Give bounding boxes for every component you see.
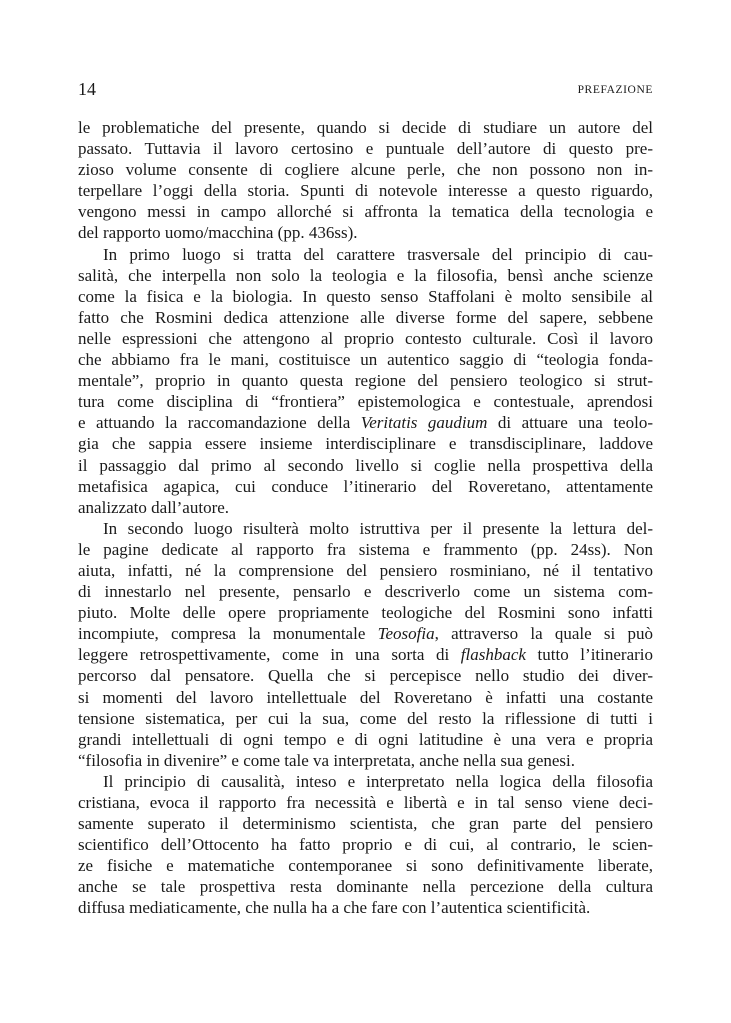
text-line: passato. Tuttavia il lavoro certosino e puntuale dell’autore di questo pre- — [78, 139, 653, 159]
text-line: vengono messi in campo allorché si affronta la tematica della tecnologia e — [78, 202, 653, 222]
text-line: “filosofia in divenire” e come tale va interpretata, anche nella sua genesi. — [78, 750, 576, 770]
text-line: fatto che Rosmini dedica attenzione alle diverse forme del sapere, sebbene — [78, 307, 653, 327]
text-line: di innestarlo nel presente, pensarlo e descriverlo come un sistema com- — [78, 582, 653, 602]
text-line: tensione sistematica, per cui la sua, come del resto la riflessione di tutti i — [78, 708, 653, 728]
text-line: aiuta, infatti, né la comprensione del pensiero rosminiano, né il tentativo — [78, 560, 653, 580]
text-line: le pagine dedicate al rapporto fra sistema e frammento (pp. 24ss). Non — [78, 539, 653, 559]
text-line: salità, che interpella non solo la teologia e la filosofia, bensì anche scienze — [78, 265, 653, 285]
text-line: il passaggio dal primo al secondo livello si coglie nella prospettiva della — [78, 455, 653, 475]
text-line: samente superato il determinismo scientista, che gran parte del pensiero — [78, 814, 653, 834]
body-text — [78, 117, 653, 919]
text-line: grandi intellettuali di ogni tempo e di ogni latitudine è una vera e propria — [78, 729, 653, 749]
text-line: metafisica agapica, cui conduce l’itinerario del Roveretano, attentamente — [78, 476, 653, 496]
text-line: mentale”, proprio in quanto questa regione del pensiero teologico si strut- — [78, 371, 653, 391]
text-line: percorso dal pensatore. Quella che si percepisce nello studio dei diver- — [78, 666, 653, 686]
text-line: In primo luogo si tratta del carattere trasversale del principio di cau- — [103, 244, 653, 264]
text-line-mixed — [78, 412, 653, 433]
italic-title: Teosofia — [377, 624, 435, 644]
text-line: piuto. Molte delle opere propriamente teologiche del Rosmini sono infatti — [78, 603, 653, 623]
text-line: si momenti del lavoro intellettuale del Roveretano è infatti una costante — [78, 687, 653, 707]
text-line: scientifico dell’Ottocento ha fatto proprio e di cui, al contrario, le scien- — [78, 835, 653, 855]
text-line: le problematiche del presente, quando si decide di studiare un autore del — [78, 118, 653, 137]
text-line: cristiana, evoca il rapporto fra necessità e libertà e in tal senso viene deci- — [78, 793, 653, 812]
text-line: come la fisica e la biologia. In questo senso Staffolani è molto sensibile al — [78, 286, 653, 306]
running-head: PREFAZIONE — [577, 84, 653, 96]
text-line: nelle espressioni che attengono al proprio contesto culturale. Così il lavoro — [78, 328, 653, 348]
text-line: anche se tale prospettiva resta dominante nella percezione della cultura — [78, 877, 653, 897]
paragraph-4 — [78, 771, 653, 919]
text-line-mixed — [78, 644, 653, 665]
paragraph-3 — [78, 518, 653, 771]
page-number: 14 — [78, 79, 96, 99]
paragraph-1 — [78, 117, 653, 244]
text-run: incompiute, compresa la monumentale — [78, 624, 378, 644]
text-run: di attuare una teolo- — [487, 413, 653, 433]
text-line: ze fisiche e matematiche contemporanee si sono definitivamente liberate, — [78, 856, 653, 876]
text-run: , attraverso la quale si può — [434, 624, 653, 644]
text-line: terpellare l’oggi della storia. Spunti di notevole interesse a questo riguardo, — [78, 181, 653, 201]
text-line: tura come disciplina di “frontiera” epistemologica e contestuale, aprendosi — [78, 392, 653, 412]
text-run: leggere retrospettivamente, come in una sorta di — [78, 645, 461, 665]
text-line: che abbiamo fra le mani, costituisce un autentico saggio di “teologia fonda- — [78, 350, 653, 370]
text-line: Il principio di causalità, inteso e interpretato nella logica della filosofia — [103, 771, 653, 791]
text-run: e attuando la raccomandazione della — [78, 413, 361, 433]
text-line: del rapporto uomo/macchina (pp. 436ss). — [78, 223, 358, 243]
text-line: analizzato dall’autore. — [78, 497, 230, 517]
text-line: In secondo luogo risulterà molto istruttiva per il presente la lettura del- — [103, 518, 653, 538]
paragraph-2 — [78, 244, 653, 518]
page-header — [78, 78, 653, 100]
text-run: tutto l’itinerario — [525, 645, 653, 665]
italic-title: Veritatis gaudium — [360, 413, 488, 433]
italic-term: flashback — [460, 645, 526, 665]
text-line: gia che sappia essere insieme interdisciplinare e transdisciplinare, laddove — [78, 434, 653, 454]
text-line: diffusa mediaticamente, che nulla ha a che fare con l’autentica scientificità. — [78, 898, 591, 918]
text-line-mixed — [78, 623, 653, 644]
text-line: zioso volume consente di cogliere alcune perle, che non possono non in- — [78, 160, 653, 180]
